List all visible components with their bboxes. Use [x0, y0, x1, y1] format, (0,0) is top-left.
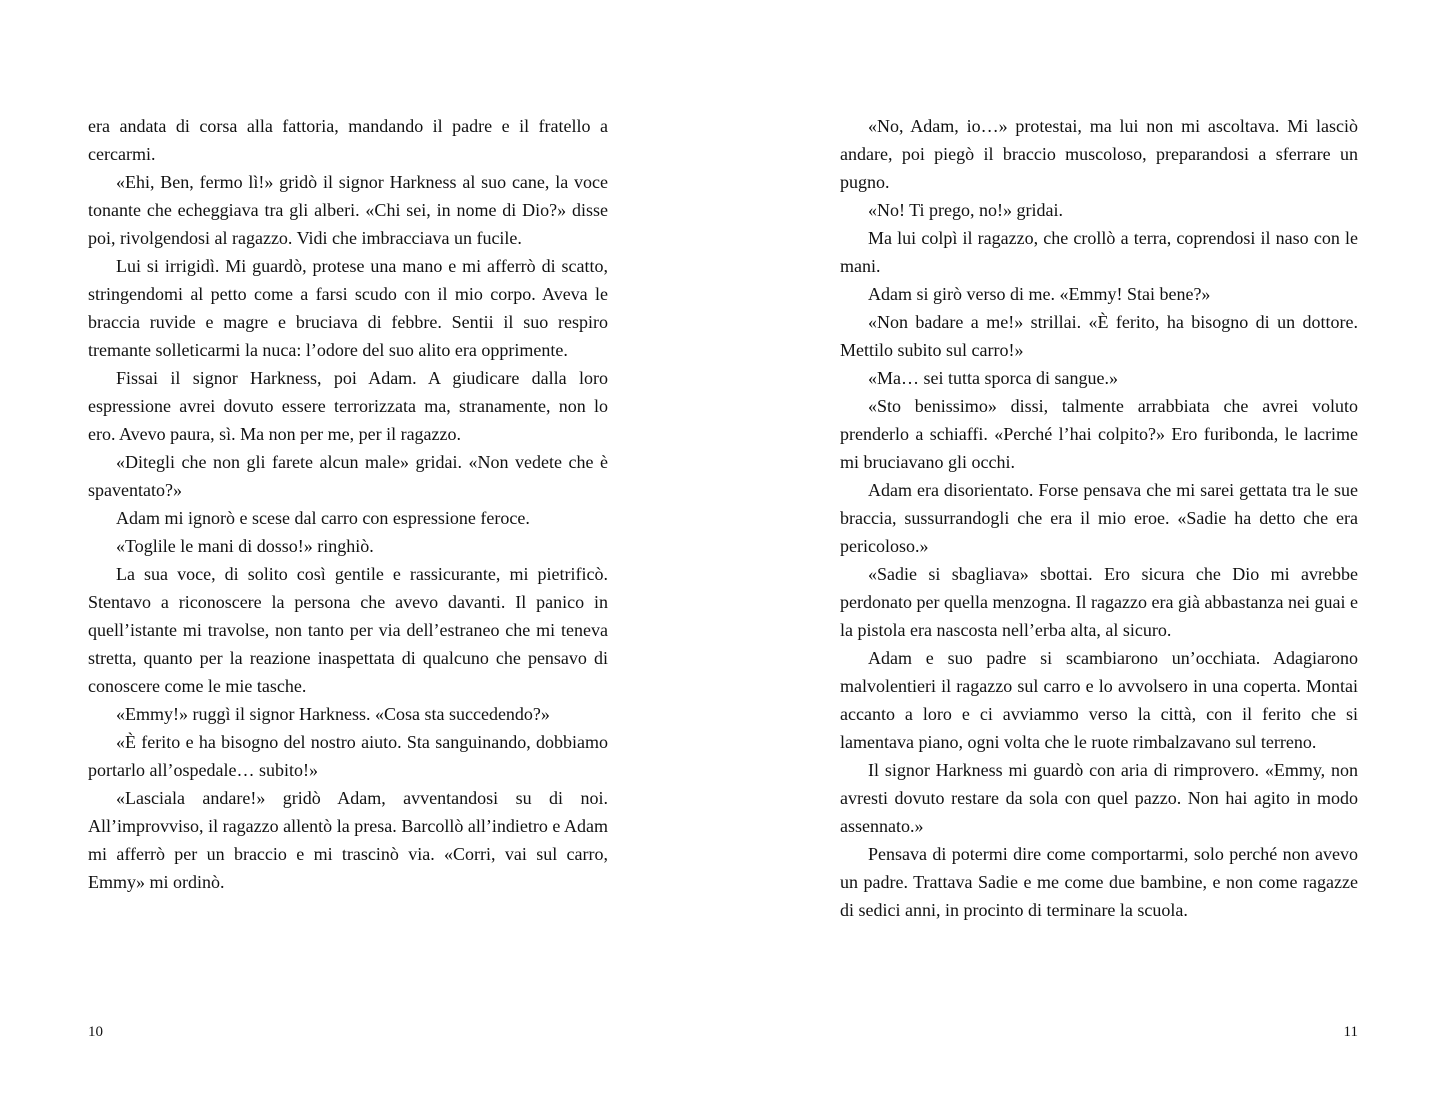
paragraph: era andata di corsa alla fattoria, mandando il padre e il fratello a cercarmi. — [88, 116, 608, 164]
paragraph: «Lasciala andare!» gridò Adam, avventandosi su di noi. All’improvviso, il ragazzo allentò la presa. Barcollò all’indietro e Adam mi afferrò per un braccio e mi trascinò via. «Corri, vai sul carro, Emmy» mi ordinò. — [88, 788, 608, 892]
paragraph: «Non badare a me!» strillai. «È ferito, ha bisogno di un dottore. Mettilo subito sul carro!» — [840, 312, 1358, 360]
paragraph: Adam si girò verso di me. «Emmy! Stai bene?» — [868, 284, 1211, 304]
paragraph: «No! Ti prego, no!» gridai. — [868, 200, 1063, 220]
left-page-text — [88, 112, 608, 896]
paragraph: «No, Adam, io…» protestai, ma lui non mi ascoltava. Mi lasciò andare, poi piegò il braccio muscoloso, preparandosi a sferrare un pugno. — [840, 116, 1358, 192]
paragraph: Il signor Harkness mi guardò con aria di rimprovero. «Emmy, non avresti dovuto restare da sola con quel pazzo. Non hai agito in modo assennato.» — [840, 760, 1358, 836]
paragraph: «È ferito e ha bisogno del nostro aiuto. Sta sanguinando, dobbiamo portarlo all’ospedale… subito!» — [88, 732, 608, 780]
paragraph: «Ditegli che non gli farete alcun male» gridai. «Non vedete che è spaventato?» — [88, 452, 608, 500]
right-page-text — [840, 112, 1358, 924]
paragraph: Adam mi ignorò e scese dal carro con espressione feroce. — [116, 508, 530, 528]
paragraph: «Sadie si sbagliava» sbottai. Ero sicura che Dio mi avrebbe perdonato per quella menzogna. Il ragazzo era già abbastanza nei guai e la pistola era nascosta nell’erba alta, al sicuro. — [840, 564, 1358, 640]
paragraph: Adam era disorientato. Forse pensava che mi sarei gettata tra le sue braccia, sussurrandogli che era il mio eroe. «Sadie ha detto che era pericoloso.» — [840, 480, 1358, 556]
left-page-number: 10 — [88, 1024, 103, 1040]
right-page-number: 11 — [1343, 1024, 1358, 1040]
paragraph: Adam e suo padre si scambiarono un’occhiata. Adagiarono malvolentieri il ragazzo sul carro e lo avvolsero in una coperta. Montai accanto a loro e ci avviammo verso la città, con il ferito che si lamentava piano, ogni volta che le ruote rimbalzavano sul terreno. — [840, 648, 1358, 752]
paragraph: «Ma… sei tutta sporca di sangue.» — [868, 368, 1118, 388]
paragraph: Ma lui colpì il ragazzo, che crollò a terra, coprendosi il naso con le mani. — [840, 228, 1358, 276]
paragraph: La sua voce, di solito così gentile e rassicurante, mi pietrificò. Stentavo a riconoscere la persona che avevo davanti. Il panico in quell’istante mi travolse, non tanto per via dell’estraneo che mi teneva stretta, quanto per la reazione inaspettata di qualcuno che pensavo di conoscere come le mie tasche. — [88, 564, 608, 696]
paragraph: «Toglile le mani di dosso!» ringhiò. — [116, 536, 374, 556]
paragraph: Pensava di potermi dire come comportarmi, solo perché non avevo un padre. Trattava Sadie e me come due bambine, e non come ragazze di sedici anni, in procinto di terminare la scuola. — [840, 844, 1358, 920]
paragraph: «Sto benissimo» dissi, talmente arrabbiata che avrei voluto prenderlo a schiaffi. «Perché l’hai colpito?» Ero furibonda, le lacrime mi bruciavano gli occhi. — [840, 396, 1358, 472]
paragraph: «Emmy!» ruggì il signor Harkness. «Cosa sta succedendo?» — [116, 704, 550, 724]
paragraph: Lui si irrigidì. Mi guardò, protese una mano e mi afferrò di scatto, stringendomi al petto come a farsi scudo con il mio corpo. Aveva le braccia ruvide e magre e bruciava di febbre. Sentii il suo respiro tremante solleticarmi la nuca: l’odore del suo alito era opprimente. — [88, 256, 608, 360]
paragraph: «Ehi, Ben, fermo lì!» gridò il signor Harkness al suo cane, la voce tonante che echeggiava tra gli alberi. «Chi sei, in nome di Dio?» disse poi, rivolgendosi al ragazzo. Vidi che imbracciava un fucile. — [88, 172, 608, 248]
paragraph: Fissai il signor Harkness, poi Adam. A giudicare dalla loro espressione avrei dovuto essere terrorizzata ma, stranamente, non lo ero. Avevo paura, sì. Ma non per me, per il ragazzo. — [88, 368, 608, 444]
